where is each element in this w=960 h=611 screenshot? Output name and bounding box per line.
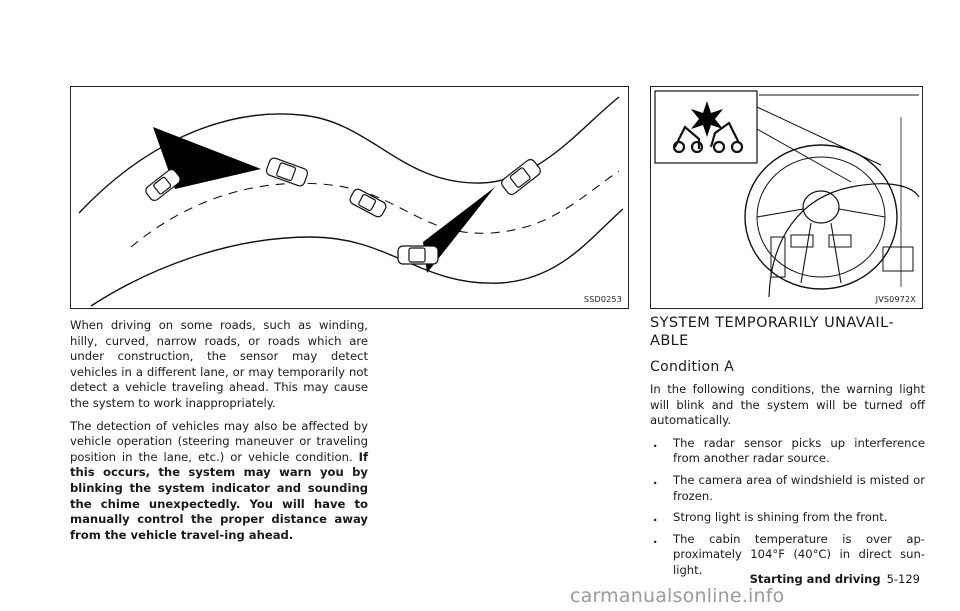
- bullet-dot-icon: .: [653, 472, 658, 487]
- watermark-text: carmanualsonline.info: [570, 585, 785, 607]
- list-item: . Strong light is shining from the front.: [653, 510, 888, 525]
- page-footer: [750, 572, 920, 586]
- footer-section-title: Starting and driving: [749, 572, 881, 586]
- condition-intro: In the following conditions, the warning light will blink and the system will be turned off automatically.: [650, 382, 925, 428]
- right-column: [650, 314, 925, 585]
- figure-code-left: SSD0253: [583, 295, 622, 304]
- paragraph-road-conditions: When driving on some roads, such as winding, hilly, curved, narrow roads, or roads which are under construction, the sensor may detect vehicles in a different lane, or may temporarily not detect a vehicle traveling ahead. This may cause the system to work inappropriately.: [70, 318, 368, 410]
- bullet-dot-icon: .: [653, 435, 658, 450]
- illustration-curved-road: [70, 86, 629, 309]
- list-item: . The camera area of windshield is misted or frozen.: [653, 472, 925, 503]
- paragraph-detection-warning: [70, 419, 368, 544]
- curved-road-drawing: [71, 87, 628, 308]
- detection-bold-warning: If this occurs, the system may warn you by blinking the system indicator and sounding the chime unexpectedly. You will have to manually control the proper distance away from the vehicle travel-ing ahead.: [70, 449, 368, 542]
- page-number: 5-129: [886, 572, 920, 586]
- section-heading: SYSTEM TEMPORARILY UNAVAIL-ABLE: [650, 315, 894, 349]
- list-item: . The cabin temperature is over ap-proximately 104°F (40°C) in direct sun-light.: [653, 531, 925, 577]
- condition-list: [650, 436, 925, 579]
- detection-plain-text: The detection of vehicles may also be affected by vehicle operation (steering maneuver or traveling position in the lane, etc.) or vehicle condition.: [70, 418, 368, 464]
- dashboard-drawing: [651, 87, 922, 308]
- left-column: [70, 318, 368, 550]
- list-item: . The radar sensor picks up interference from another radar source.: [653, 435, 925, 466]
- bullet-dot-icon: .: [653, 531, 658, 546]
- illustration-dashboard-indicator: [650, 86, 923, 309]
- condition-heading: Condition A: [650, 359, 735, 375]
- figure-code-right: JVS0972X: [875, 295, 916, 304]
- bullet-dot-icon: .: [653, 510, 658, 525]
